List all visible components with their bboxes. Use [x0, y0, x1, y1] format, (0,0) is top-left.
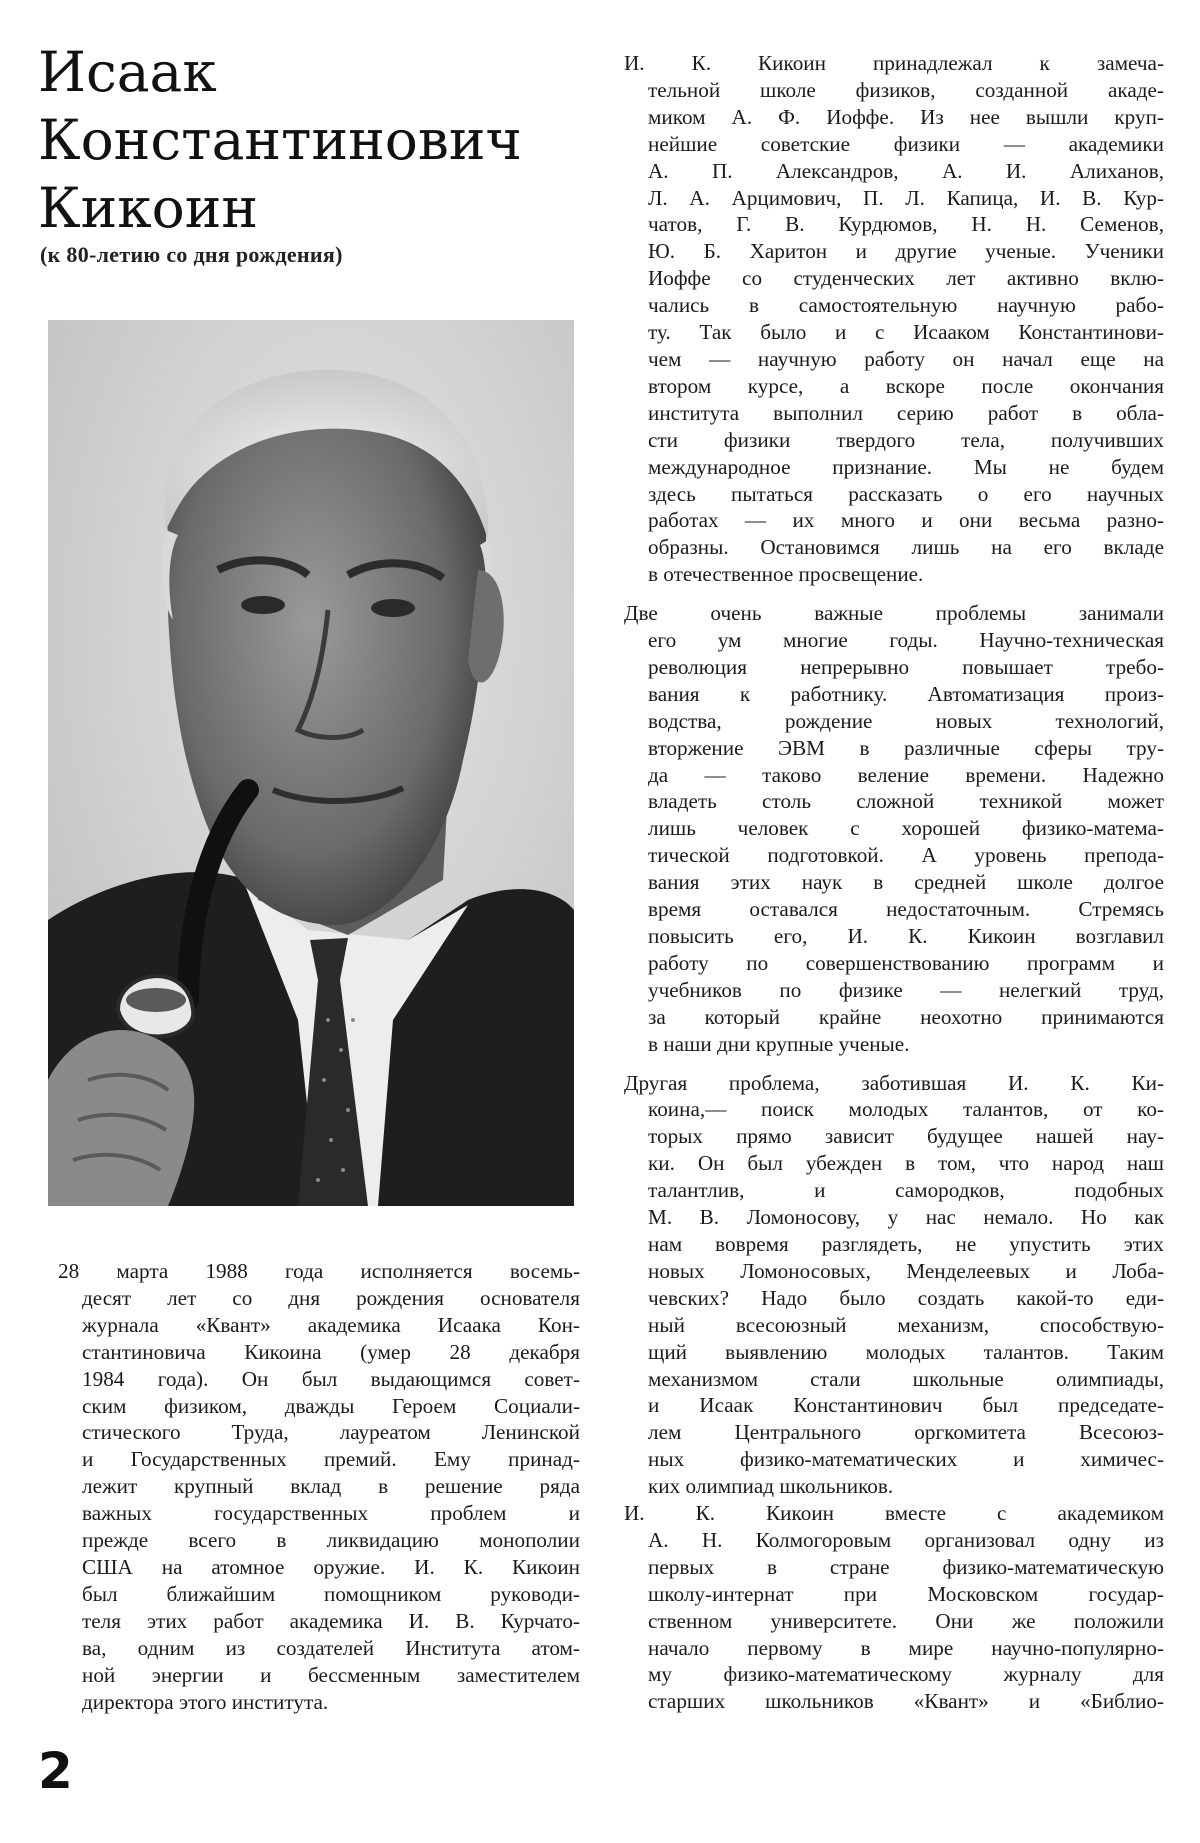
text-line: чем — научную работу он начал еще на — [648, 346, 1164, 371]
text-line: му физико-математическому журналу для — [648, 1662, 1164, 1687]
text-line: водства, рождение новых технологий, — [648, 708, 1164, 733]
text-line: важных государственных проблем и — [82, 1501, 580, 1526]
text-line: ва, одним из создателей Института атом- — [82, 1635, 580, 1660]
text-line: ный всесоюзный механизм, способствую- — [648, 1312, 1164, 1337]
text-line: школу-интернат при Московском государ- — [648, 1581, 1164, 1606]
text-line: прежде всего в ликвидацию монополии — [82, 1528, 580, 1553]
text-line: в отечественное просвещение. — [648, 562, 924, 587]
text-line: нам вовремя разглядеть, не упустить этих — [648, 1231, 1164, 1256]
text-line: талантлив, и самородков, подобных — [648, 1178, 1164, 1203]
text-line: старших школьников «Квант» и «Библио- — [648, 1689, 1164, 1714]
text-line: И. К. Кикоин принадлежал к замеча- — [624, 51, 1164, 75]
text-line: время оставался недостаточным. Стремясь — [648, 897, 1164, 922]
title-line: Кикоин — [38, 176, 259, 240]
page-number: 2 — [38, 1742, 73, 1800]
text-line: Другая проблема, заботившая И. К. Ки- — [624, 1070, 1164, 1095]
text-line: тельной школе физиков, созданной акаде- — [648, 77, 1164, 102]
text-line: А. Н. Колмогоровым организовал одну из — [648, 1527, 1164, 1552]
text-line: лежит крупный вклад в решение ряда — [82, 1474, 580, 1499]
text-line: механизмом стали школьные олимпиады, — [648, 1366, 1164, 1391]
text-line: здесь пытаться рассказать о его научных — [648, 481, 1164, 506]
text-line: А. П. Александров, А. И. Алиханов, — [648, 158, 1164, 183]
text-line: И. К. Кикоин вместе с академиком — [624, 1501, 1164, 1526]
paragraph-talents — [624, 1070, 1164, 1501]
text-line: щий выявлению молодых талантов. Таким — [648, 1339, 1164, 1364]
paragraph-problems — [624, 600, 1164, 1057]
text-line: чались в самостоятельную научную рабо- — [648, 293, 1164, 318]
text-line: лем Центрального оргкомитета Всесоюз- — [648, 1420, 1164, 1445]
intro-paragraph — [58, 1258, 580, 1715]
text-line: США на атомное оружие. И. К. Кикоин — [82, 1554, 580, 1579]
text-line: революция непрерывно повышает требо- — [648, 654, 1164, 679]
text-line: ки. Он был убежден в том, что народ наш — [648, 1151, 1164, 1176]
text-line: вания этих наук в средней школе долгое — [648, 870, 1164, 895]
article-subtitle: (к 80-летию со дня рождения) — [40, 242, 343, 267]
text-line: был ближайшим помощником руководи- — [82, 1581, 580, 1606]
text-line: и Государственных премий. Ему принад- — [82, 1447, 580, 1472]
text-line: директора этого института. — [82, 1689, 329, 1714]
portrait-illustration — [48, 320, 574, 1206]
text-line: владеть столь сложной техникой может — [648, 789, 1164, 814]
text-line: стического Труда, лауреатом Ленинской — [82, 1420, 580, 1445]
text-line: ту. Так было и с Исааком Константинови- — [648, 320, 1164, 345]
text-line: Л. А. Арцимович, П. Л. Капица, И. В. Кур- — [648, 185, 1164, 210]
text-line: чевских? Надо было создать какой-то еди- — [648, 1285, 1164, 1310]
text-line: 28 марта 1988 года исполняется восемь- — [58, 1259, 580, 1283]
text-line: вторжение ЭВМ в различные сферы тру- — [648, 735, 1164, 760]
text-line: работах — их много и они весьма разно- — [648, 508, 1164, 533]
text-line: образны. Остановимся лишь на его вкладе — [648, 535, 1164, 560]
text-line: института выполнил серию работ в обла- — [648, 400, 1164, 425]
text-line: чатов, Г. В. Курдюмов, Н. Н. Семенов, — [648, 212, 1164, 237]
text-line: теля этих работ академика И. В. Курчато- — [82, 1608, 580, 1633]
text-line: журнала «Квант» академика Исаака Кон- — [82, 1312, 580, 1337]
paragraph-school-internat — [624, 1500, 1164, 1715]
text-line: в наши дни крупные ученые. — [648, 1031, 910, 1056]
text-line: ных физико-математических и химичес- — [648, 1447, 1164, 1472]
text-line: вания к работнику. Автоматизация произ- — [648, 681, 1164, 706]
text-line: его ум многие годы. Научно-техническая — [648, 628, 1164, 653]
text-line: ственном университете. Они же положили — [648, 1608, 1164, 1633]
text-line: коина,— поиск молодых талантов, от ко- — [648, 1097, 1164, 1122]
text-line: первых в стране физико-математическую — [648, 1554, 1164, 1579]
text-line: втором курсе, а вскоре после окончания — [648, 373, 1164, 398]
article-title — [38, 38, 598, 242]
text-line: ких олимпиад школьников. — [648, 1474, 894, 1499]
text-line: Две очень важные проблемы занимали — [624, 601, 1164, 626]
text-line: М. В. Ломоносову, у нас немало. Но как — [648, 1205, 1164, 1230]
text-line: ским физиком, дважды Героем Социали- — [82, 1393, 580, 1418]
text-line: за который крайне неохотно принимаются — [648, 1004, 1164, 1029]
text-line: 1984 года). Он был выдающимся совет- — [82, 1366, 580, 1391]
text-line: миком А. Ф. Иоффе. Из нее вышли круп- — [648, 104, 1164, 129]
text-line: сти физики твердого тела, получивших — [648, 427, 1164, 452]
text-line: и Исаак Константинович был председате- — [648, 1393, 1164, 1418]
text-line: начало первому в мире научно-популярно- — [648, 1635, 1164, 1660]
intro-column — [58, 1258, 580, 1715]
text-line: работу по совершенствованию программ и — [648, 950, 1164, 975]
text-line: Ю. Б. Харитон и другие ученые. Ученики — [648, 239, 1164, 264]
text-line: новых Ломоносовых, Менделеевых и Лоба- — [648, 1258, 1164, 1283]
text-line: международное признание. Мы не будем — [648, 454, 1164, 479]
portrait-photo — [48, 320, 574, 1206]
text-line: повысить его, И. К. Кикоин возглавил — [648, 924, 1164, 948]
main-column — [624, 50, 1164, 1715]
text-line: учебников по физике — нелегкий труд, — [648, 977, 1164, 1002]
text-line: да — таково веление времени. Надежно — [648, 762, 1164, 787]
text-line: торых прямо зависит будущее нашей нау- — [648, 1124, 1164, 1149]
paragraph-school — [624, 50, 1164, 588]
title-line: Константинович — [38, 108, 522, 172]
text-line: Иоффе со студенческих лет активно вклю- — [648, 266, 1164, 291]
text-line: тической подготовкой. А уровень препода- — [648, 843, 1164, 868]
text-line: лишь человек с хорошей физико-матема- — [648, 816, 1164, 841]
title-line: Исаак — [38, 40, 217, 104]
text-line: нейшие советские физики — академики — [648, 131, 1164, 156]
text-line: ной энергии и бессменным заместителем — [82, 1662, 580, 1687]
text-line: стантиновича Кикоина (умер 28 декабря — [82, 1339, 580, 1364]
text-line: десят лет со дня рождения основателя — [82, 1285, 580, 1310]
